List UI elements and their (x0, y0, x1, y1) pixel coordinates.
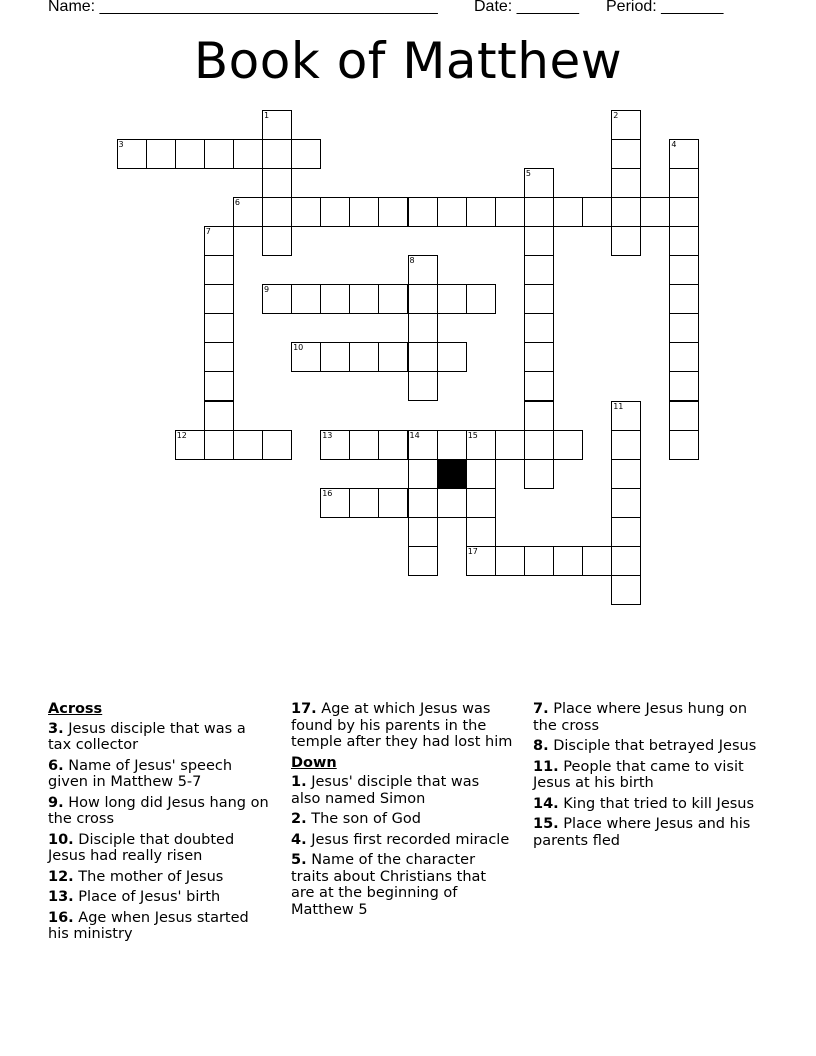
answer-cell[interactable] (349, 488, 379, 518)
answer-cell[interactable] (262, 139, 292, 169)
cell-number: 15 (467, 430, 478, 440)
clue-text: Place of Jesus' birth (78, 889, 221, 905)
clue-text: The son of God (311, 811, 421, 827)
answer-cell[interactable] (611, 517, 641, 547)
answer-cell[interactable] (349, 430, 379, 460)
cell-number: 2 (613, 110, 619, 120)
cell-number: 6 (234, 197, 240, 207)
answer-cell[interactable] (466, 546, 496, 576)
clues-column-2 (291, 701, 513, 922)
answer-cell[interactable] (437, 197, 467, 227)
answer-cell[interactable] (408, 342, 438, 372)
answer-cell[interactable] (378, 284, 408, 314)
answer-cell[interactable] (408, 459, 438, 489)
answer-cell[interactable] (611, 168, 641, 198)
cell-number: 14 (409, 430, 420, 440)
clue-number: 10. (48, 831, 74, 848)
clue-text: Disciple that betrayed Jesus (553, 738, 757, 754)
answer-cell[interactable] (408, 284, 438, 314)
clue-down-8 (533, 738, 765, 755)
answer-cell[interactable] (524, 342, 554, 372)
date-field-label: Date: _______ (474, 0, 579, 15)
clue-number: 3. (48, 720, 64, 737)
answer-cell[interactable] (204, 342, 234, 372)
answer-cell[interactable] (349, 342, 379, 372)
clue-down-7 (533, 701, 765, 734)
answer-cell[interactable] (204, 255, 234, 285)
cell-number: 3 (118, 139, 124, 149)
cell-number: 8 (409, 256, 415, 265)
answer-cell[interactable] (669, 168, 699, 198)
clue-text: People that came to visit Jesus at his birth (533, 758, 744, 791)
answer-cell[interactable] (262, 168, 292, 198)
answer-cell[interactable] (466, 197, 496, 227)
answer-cell[interactable] (524, 459, 554, 489)
clue-across-13 (48, 889, 270, 906)
clue-across-12 (48, 869, 270, 886)
answer-cell[interactable] (524, 430, 554, 460)
clue-number: 9. (48, 794, 64, 811)
cell-number: 5 (525, 168, 531, 178)
answer-cell[interactable] (524, 371, 554, 401)
answer-cell[interactable] (611, 430, 641, 460)
answer-cell[interactable] (466, 430, 496, 460)
clues-column-1 (48, 701, 270, 947)
answer-cell[interactable] (495, 430, 525, 460)
answer-cell[interactable] (204, 284, 234, 314)
answer-cell[interactable] (611, 139, 641, 169)
answer-cell[interactable] (291, 197, 321, 227)
answer-cell[interactable] (146, 139, 176, 169)
clue-down-5 (291, 852, 513, 918)
answer-cell[interactable] (204, 430, 234, 460)
answer-cell[interactable] (204, 139, 234, 169)
clue-text: The mother of Jesus (78, 868, 224, 885)
clue-text: Name of Jesus' speech given in Matthew 5-7 (48, 757, 233, 790)
answer-cell[interactable] (466, 284, 496, 314)
answer-cell[interactable] (611, 197, 641, 227)
clue-number: 6. (48, 757, 64, 774)
answer-cell[interactable] (117, 139, 147, 169)
answer-cell[interactable] (204, 371, 234, 401)
answer-cell[interactable] (611, 488, 641, 518)
answer-cell[interactable] (378, 488, 408, 518)
answer-cell[interactable] (262, 284, 292, 314)
answer-cell[interactable] (204, 401, 234, 431)
clue-text: King that tried to kill Jesus (563, 795, 755, 812)
clue-number: 16. (48, 909, 74, 926)
clue-number: 1. (291, 774, 307, 790)
clue-text: Name of the character traits about Christians that are at the beginning of Matthew 5 (291, 852, 487, 918)
answer-cell[interactable] (408, 197, 438, 227)
clue-number: 12. (48, 868, 74, 885)
clues-column-3 (533, 701, 765, 853)
answer-cell[interactable] (611, 459, 641, 489)
answer-cell[interactable] (669, 430, 699, 460)
answer-cell[interactable] (320, 488, 350, 518)
answer-cell[interactable] (262, 197, 292, 227)
answer-cell[interactable] (669, 255, 699, 285)
down-heading: Down (291, 754, 337, 771)
answer-cell[interactable] (611, 226, 641, 256)
answer-cell[interactable] (669, 284, 699, 314)
clue-text: Place where Jesus hung on the cross (533, 701, 748, 734)
answer-cell[interactable] (408, 313, 438, 343)
answer-cell[interactable] (349, 197, 379, 227)
answer-cell[interactable] (669, 371, 699, 401)
answer-cell[interactable] (669, 197, 699, 227)
clue-number: 15. (533, 816, 559, 832)
answer-cell[interactable] (262, 430, 292, 460)
answer-cell[interactable] (437, 430, 467, 460)
clue-across-6 (48, 758, 270, 791)
answer-cell[interactable] (320, 197, 350, 227)
cell-number: 12 (176, 430, 187, 440)
answer-cell[interactable] (669, 139, 699, 169)
answer-cell[interactable] (611, 546, 641, 576)
clue-across-10 (48, 832, 270, 865)
answer-cell[interactable] (524, 255, 554, 285)
answer-cell[interactable] (233, 197, 263, 227)
cell-number: 16 (322, 488, 333, 498)
answer-cell[interactable] (524, 401, 554, 431)
clue-number: 11. (533, 758, 559, 775)
answer-cell[interactable] (204, 226, 234, 256)
answer-cell[interactable] (233, 139, 263, 169)
answer-cell[interactable] (495, 197, 525, 227)
answer-cell[interactable] (291, 342, 321, 372)
clue-number: 4. (291, 831, 307, 848)
cell-number: 1 (264, 110, 270, 120)
answer-cell[interactable] (437, 342, 467, 372)
answer-cell[interactable] (640, 197, 670, 227)
clue-number: 7. (533, 701, 549, 717)
clue-text: Age at which Jesus was found by his parents in the temple after they had lost him (291, 701, 513, 750)
answer-cell[interactable] (408, 517, 438, 547)
answer-cell[interactable] (437, 488, 467, 518)
answer-cell[interactable] (378, 197, 408, 227)
answer-cell[interactable] (408, 430, 438, 460)
answer-cell[interactable] (204, 313, 234, 343)
answer-cell[interactable] (611, 401, 641, 431)
answer-cell[interactable] (320, 342, 350, 372)
answer-cell[interactable] (669, 401, 699, 431)
clue-down-2 (291, 811, 513, 828)
answer-cell[interactable] (611, 110, 641, 140)
answer-cell[interactable] (262, 226, 292, 256)
answer-cell[interactable] (408, 255, 438, 285)
clue-text: Jesus disciple that was a tax collector (48, 720, 246, 753)
clue-down-14 (533, 796, 765, 813)
clue-text: Disciple that doubted Jesus had really risen (48, 831, 235, 864)
answer-cell[interactable] (495, 546, 525, 576)
cell-number: 7 (205, 226, 211, 236)
clue-number: 2. (291, 811, 307, 827)
page-title: Book of Matthew (193, 32, 623, 90)
answer-cell[interactable] (291, 284, 321, 314)
cell-number: 10 (293, 343, 304, 353)
answer-cell[interactable] (291, 139, 321, 169)
name-field-label: Name: ______________________________________ (48, 0, 438, 15)
answer-cell[interactable] (466, 488, 496, 518)
clue-number: 5. (291, 852, 307, 868)
answer-cell[interactable] (233, 430, 263, 460)
clue-across-9 (48, 795, 270, 828)
cell-number: 13 (322, 430, 333, 440)
clue-down-11 (533, 759, 765, 792)
cell-number: 17 (467, 547, 478, 556)
answer-cell[interactable] (262, 110, 292, 140)
clue-text: Place where Jesus and his parents fled (533, 816, 751, 849)
answer-cell[interactable] (408, 371, 438, 401)
clue-number: 14. (533, 795, 559, 812)
clue-text: Age when Jesus started his ministry (48, 909, 249, 942)
clue-across-3 (48, 721, 270, 754)
answer-cell[interactable] (408, 488, 438, 518)
period-field-label: Period: _______ (606, 0, 724, 15)
answer-cell[interactable] (553, 546, 583, 576)
clue-number: 17. (291, 701, 317, 717)
clue-down-1 (291, 774, 513, 807)
clue-number: 8. (533, 738, 549, 754)
clue-down-15 (533, 816, 765, 849)
answer-cell[interactable] (524, 284, 554, 314)
answer-cell[interactable] (611, 575, 641, 605)
answer-cell[interactable] (553, 197, 583, 227)
answer-cell[interactable] (349, 284, 379, 314)
clue-text: Jesus' disciple that was also named Simon (291, 774, 480, 807)
clue-number: 13. (48, 889, 74, 905)
answer-cell[interactable] (669, 226, 699, 256)
answer-cell[interactable] (378, 342, 408, 372)
answer-cell[interactable] (466, 517, 496, 547)
cell-number: 4 (671, 139, 677, 149)
answer-cell[interactable] (378, 430, 408, 460)
answer-cell[interactable] (582, 197, 612, 227)
cell-number: 9 (264, 285, 270, 295)
clue-across-17 (291, 701, 513, 751)
cell-number: 11 (613, 401, 624, 411)
clue-text: How long did Jesus hang on the cross (48, 794, 269, 827)
answer-cell[interactable] (524, 313, 554, 343)
answer-cell[interactable] (524, 546, 554, 576)
answer-cell[interactable] (320, 430, 350, 460)
answer-cell[interactable] (320, 284, 350, 314)
answer-cell[interactable] (582, 546, 612, 576)
answer-cell[interactable] (524, 168, 554, 198)
clue-across-16 (48, 910, 270, 943)
answer-cell[interactable] (175, 430, 205, 460)
answer-cell[interactable] (437, 284, 467, 314)
answer-cell[interactable] (466, 459, 496, 489)
answer-cell[interactable] (553, 430, 583, 460)
answer-cell[interactable] (524, 197, 554, 227)
clue-text: Jesus first recorded miracle (311, 831, 510, 848)
answer-cell[interactable] (669, 342, 699, 372)
answer-cell[interactable] (408, 546, 438, 576)
answer-cell[interactable] (524, 226, 554, 256)
answer-cell[interactable] (175, 139, 205, 169)
blocked-cell (437, 459, 467, 489)
clue-down-4 (291, 832, 513, 849)
across-heading: Across (48, 701, 103, 717)
answer-cell[interactable] (669, 313, 699, 343)
